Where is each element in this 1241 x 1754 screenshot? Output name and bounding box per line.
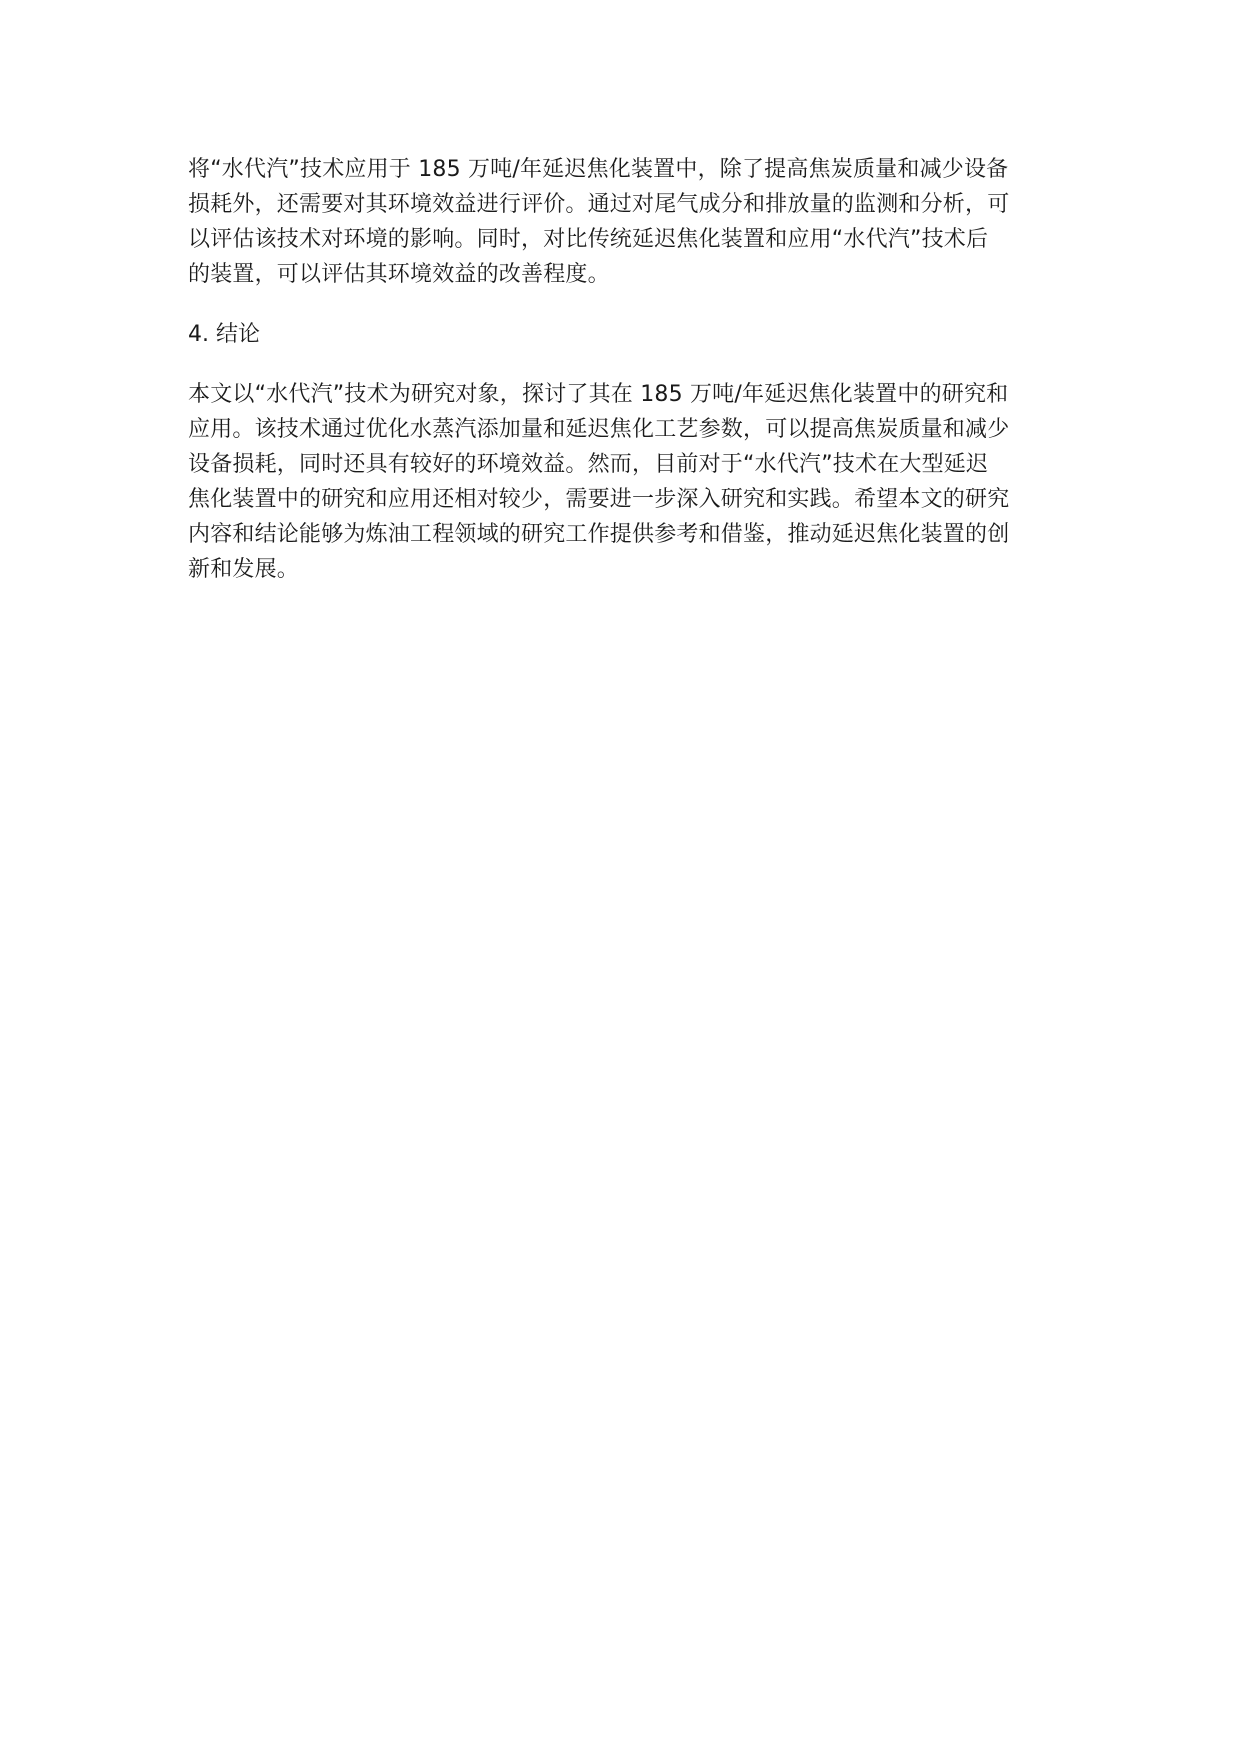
section-heading-conclusion: 4. 结论 [188,322,260,347]
paragraph-line: 新和发展。 [188,557,300,582]
document-body [188,152,1058,587]
paragraph-line: 内容和结论能够为炼油工程领域的研究工作提供参考和借鉴，推动延迟焦化装置的创 [188,522,1010,547]
paragraph-line: 本文以“水代汽”技术为研究对象，探讨了其在 185 万吨/年延迟焦化装置中的研究和 [188,382,1009,407]
paragraph-line: 损耗外，还需要对其环境效益进行评价。通过对尾气成分和排放量的监测和分析，可 [188,192,1010,217]
paragraph-environmental-evaluation [188,152,1058,292]
paragraph-line: 应用。该技术通过优化水蒸汽添加量和延迟焦化工艺参数，可以提高焦炭质量和减少 [188,417,1010,442]
paragraph-line: 将“水代汽”技术应用于 185 万吨/年延迟焦化装置中，除了提高焦炭质量和减少设备 [188,157,1009,182]
paragraph-line: 设备损耗，同时还具有较好的环境效益。然而，目前对于“水代汽”技术在大型延迟 [188,452,989,477]
paragraph-line: 焦化装置中的研究和应用还相对较少，需要进一步深入研究和实践。希望本文的研究 [188,487,1010,512]
paragraph-line: 以评估该技术对环境的影响。同时，对比传统延迟焦化装置和应用“水代汽”技术后 [188,227,989,252]
paragraph-conclusion [188,377,1058,587]
paragraph-line: 的装置，可以评估其环境效益的改善程度。 [188,262,610,287]
